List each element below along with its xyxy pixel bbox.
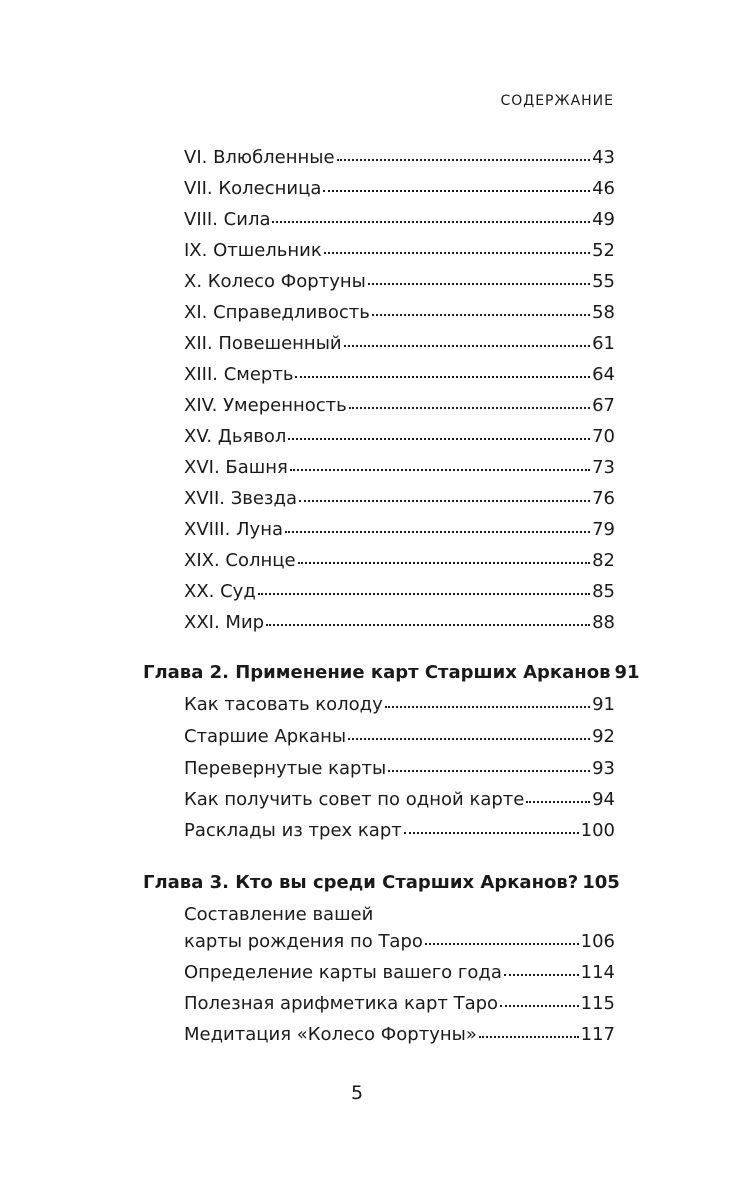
chapter-title: Глава 2. Применение карт Старших Арканов (143, 662, 611, 683)
entry-title: VII. Колесница (184, 178, 322, 199)
toc-entry[interactable] (184, 425, 615, 449)
leader-dots (258, 593, 590, 595)
toc-entry[interactable] (184, 208, 615, 232)
leader-dots (266, 624, 590, 626)
entry-page: 61 (592, 333, 615, 354)
entry-title: XI. Справедливость (184, 302, 370, 323)
entry-page: 115 (580, 993, 615, 1014)
leader-dots (479, 1036, 579, 1038)
entry-title: Старшие Арканы (184, 726, 347, 747)
toc-entry[interactable] (184, 270, 615, 294)
toc-entry[interactable] (184, 549, 615, 573)
entry-title: XII. Повешенный (184, 333, 342, 354)
entry-title: XX. Суд (184, 581, 256, 602)
entry-page: 88 (592, 612, 615, 633)
leader-dots (295, 376, 590, 378)
chapter-page: 91 (614, 662, 640, 683)
toc-entry[interactable] (184, 456, 615, 480)
entry-page: 114 (580, 962, 615, 983)
entry-page: 100 (580, 820, 615, 841)
entry-title: Расклады из трех карт (184, 820, 402, 841)
entry-title: Медитация «Колесо Фортуны» (184, 1024, 477, 1045)
entry-page: 91 (592, 694, 615, 715)
chapter-page: 105 (582, 872, 620, 893)
entry-title-line1[interactable]: Составление вашей (184, 904, 374, 925)
toc-entry[interactable] (184, 487, 615, 511)
leader-dots (372, 314, 590, 316)
entry-title: XXI. Мир (184, 612, 265, 633)
toc-entry[interactable] (184, 961, 615, 985)
entry-title: X. Колесо Фортуны (184, 271, 366, 292)
entry-title: VIII. Сила (184, 209, 271, 230)
entry-page: 79 (592, 519, 615, 540)
entry-title: Полезная арифметика карт Таро (184, 993, 499, 1014)
entry-page: 92 (592, 726, 615, 747)
leader-dots (324, 252, 590, 254)
toc-chapter-3[interactable] (143, 871, 620, 895)
entry-page: 67 (592, 395, 615, 416)
toc-entry[interactable] (184, 611, 615, 635)
entry-title: XVII. Звезда (184, 488, 297, 509)
toc-entry[interactable] (184, 518, 615, 542)
leader-dots (337, 159, 591, 161)
entry-page: 76 (592, 488, 615, 509)
toc-chapter-2[interactable] (143, 661, 640, 685)
toc-entry[interactable] (184, 177, 615, 201)
toc-entry[interactable] (184, 363, 615, 387)
toc-entry[interactable] (184, 992, 615, 1016)
toc-entry[interactable] (184, 1023, 615, 1047)
entry-title: XIV. Умеренность (184, 395, 347, 416)
entry-page: 82 (592, 550, 615, 571)
entry-title: Как получить совет по одной карте (184, 789, 525, 810)
toc-entry[interactable] (184, 819, 615, 843)
leader-dots (285, 531, 590, 533)
entry-title: XVIII. Луна (184, 519, 283, 540)
entry-title: XVI. Башня (184, 457, 288, 478)
leader-dots (288, 438, 590, 440)
leader-dots (368, 283, 590, 285)
entry-title: VI. Влюбленные (184, 147, 335, 168)
entry-page: 46 (592, 178, 615, 199)
entry-title: XV. Дьявол (184, 426, 287, 447)
entry-title: Перевернутые карты (184, 758, 387, 779)
entry-title: XIX. Солнце (184, 550, 296, 571)
page-number: 5 (350, 1082, 364, 1104)
entry-page: 70 (592, 426, 615, 447)
entry-page: 49 (592, 209, 615, 230)
entry-page: 73 (592, 457, 615, 478)
running-header: СОДЕРЖАНИЕ (500, 93, 614, 109)
toc-entry[interactable] (184, 725, 615, 749)
toc-entry[interactable] (184, 394, 615, 418)
entry-page: 55 (592, 271, 615, 292)
toc-entry[interactable] (184, 580, 615, 604)
leader-dots (500, 1005, 579, 1007)
toc-entry[interactable] (184, 693, 615, 717)
toc-entry[interactable] (184, 757, 615, 781)
entry-title: карты рождения по Таро (184, 931, 423, 952)
entry-page: 58 (592, 302, 615, 323)
entry-page: 52 (592, 240, 615, 261)
entry-page: 64 (592, 364, 615, 385)
entry-page: 85 (592, 581, 615, 602)
entry-page: 43 (592, 147, 615, 168)
leader-dots (348, 738, 590, 740)
entry-title: Определение карты вашего года (184, 962, 502, 983)
entry-page: 106 (580, 931, 615, 952)
toc-entry[interactable] (184, 332, 615, 356)
leader-dots (504, 974, 579, 976)
leader-dots (323, 190, 590, 192)
toc-entry[interactable] (184, 146, 615, 170)
toc-entry[interactable] (184, 239, 615, 263)
leader-dots (388, 770, 590, 772)
leader-dots (385, 706, 590, 708)
entry-page: 94 (592, 789, 615, 810)
toc-entry[interactable] (184, 930, 615, 954)
entry-page: 117 (580, 1024, 615, 1045)
leader-dots (425, 943, 579, 945)
leader-dots (299, 500, 590, 502)
leader-dots (344, 345, 590, 347)
leader-dots (349, 407, 590, 409)
leader-dots (526, 801, 590, 803)
entry-title: XIII. Смерть (184, 364, 294, 385)
entry-title: Как тасовать колоду (184, 694, 383, 715)
toc-entry[interactable] (184, 301, 615, 325)
leader-dots (298, 562, 590, 564)
chapter-title: Глава 3. Кто вы среди Старших Арканов? (143, 872, 579, 893)
toc-entry[interactable] (184, 788, 615, 812)
entry-title: IX. Отшельник (184, 240, 322, 261)
leader-dots (290, 469, 590, 471)
leader-dots (272, 221, 590, 223)
entry-page: 93 (592, 758, 615, 779)
leader-dots (404, 832, 579, 834)
